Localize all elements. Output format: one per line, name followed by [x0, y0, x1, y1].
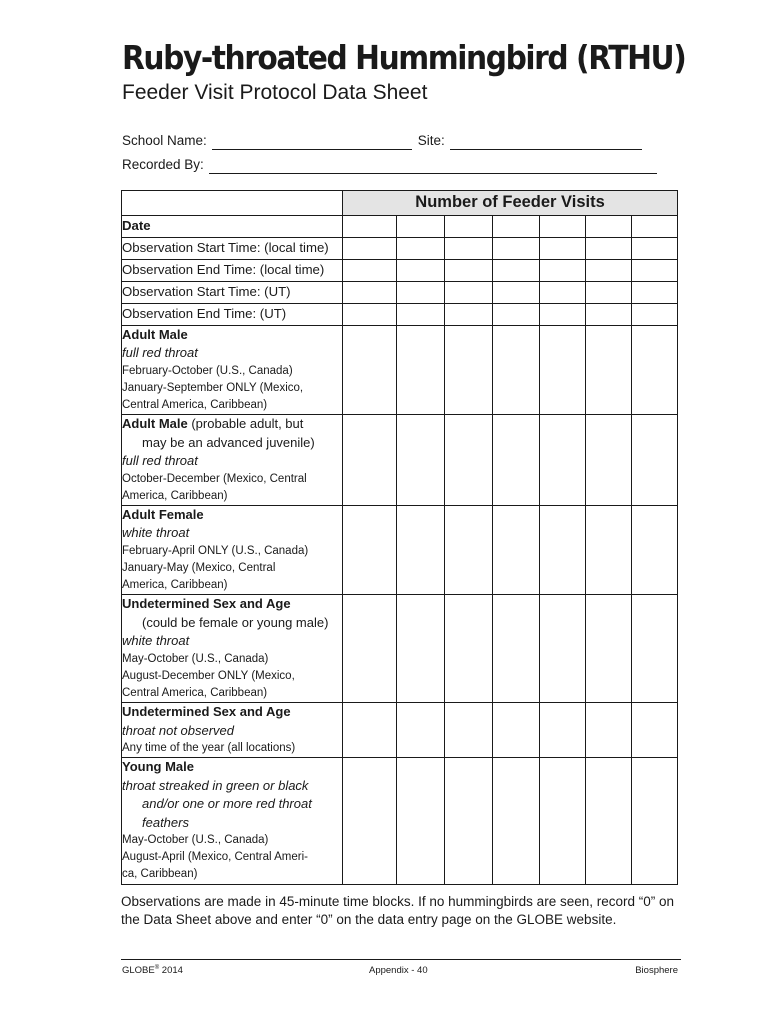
entry-cell[interactable] [540, 216, 586, 238]
category-range: February-April ONLY (U.S., Canada) [122, 544, 309, 557]
category-title-line [122, 415, 342, 433]
entry-cell[interactable] [586, 595, 632, 703]
entry-cell[interactable] [397, 326, 445, 415]
data-sheet-table [121, 190, 678, 885]
table-row [122, 260, 678, 282]
entry-cell[interactable] [586, 238, 632, 260]
category-range: February-October (U.S., Canada) [122, 364, 293, 377]
entry-cell[interactable] [343, 326, 397, 415]
table-row [122, 326, 678, 415]
row-label-young-male [122, 758, 343, 884]
row-label-start-ut: Observation Start Time: (UT) [122, 282, 343, 304]
entry-cell[interactable] [397, 758, 445, 884]
entry-cell[interactable] [493, 758, 540, 884]
row-label-undetermined-unobserved [122, 703, 343, 758]
category-description: full red throat [122, 453, 198, 469]
entry-cell[interactable] [632, 703, 678, 758]
category-range: October-December (Mexico, Central [122, 472, 307, 485]
entry-cell[interactable] [493, 506, 540, 595]
table-row [122, 304, 678, 326]
entry-cell[interactable] [586, 260, 632, 282]
category-range: ca, Caribbean) [122, 868, 198, 881]
table-row [122, 506, 678, 595]
category-range: August-April (Mexico, Central Ameri- [122, 851, 308, 864]
entry-cell[interactable] [586, 506, 632, 595]
category-title-line2: may be an advanced juvenile) [142, 434, 315, 450]
entry-cell[interactable] [493, 703, 540, 758]
entry-cell[interactable] [343, 506, 397, 595]
entry-cell[interactable] [343, 238, 397, 260]
entry-cell[interactable] [493, 415, 540, 506]
header-row [122, 191, 678, 216]
footer-divider [121, 959, 681, 960]
entry-cell[interactable] [445, 506, 493, 595]
entry-cell[interactable] [397, 238, 445, 260]
entry-cell[interactable] [632, 238, 678, 260]
category-title: Adult Female [122, 507, 204, 523]
page-title: Ruby-throated Hummingbird (RTHU) [122, 38, 686, 77]
category-range: Central America, Caribbean) [122, 399, 268, 412]
recorded-by-line [122, 156, 657, 174]
entry-cell[interactable] [540, 326, 586, 415]
entry-cell[interactable] [397, 260, 445, 282]
category-range: August-December ONLY (Mexico, [122, 669, 295, 682]
entry-cell[interactable] [586, 326, 632, 415]
entry-cell[interactable] [540, 595, 586, 703]
entry-cell[interactable] [397, 703, 445, 758]
table-row [122, 415, 678, 506]
school-site-line [122, 132, 642, 150]
category-description: white throat [122, 525, 190, 541]
table-row [122, 703, 678, 758]
entry-cell[interactable] [632, 216, 678, 238]
table-row [122, 595, 678, 703]
entry-cell[interactable] [397, 216, 445, 238]
row-label-start-local: Observation Start Time: (local time) [122, 238, 343, 260]
footer-page-number: Appendix - 40 [369, 965, 428, 976]
category-description: full red throat [122, 345, 198, 361]
recorded-by-field[interactable] [209, 160, 657, 174]
category-range: Any time of the year (all locations) [122, 742, 296, 755]
entry-cell[interactable] [632, 260, 678, 282]
entry-cell[interactable] [493, 304, 540, 326]
entry-cell[interactable] [586, 216, 632, 238]
entry-cell[interactable] [586, 282, 632, 304]
entry-cell[interactable] [586, 304, 632, 326]
entry-cell[interactable] [493, 238, 540, 260]
category-title: Young Male [122, 759, 194, 775]
category-title: Undetermined Sex and Age [122, 704, 291, 720]
table-row [122, 758, 678, 884]
row-label-adult-female [122, 506, 343, 595]
entry-cell[interactable] [445, 304, 493, 326]
footer-year: 2014 [159, 965, 183, 976]
category-description: throat streaked in green or black [122, 777, 309, 793]
footer-brand: GLOBE [122, 965, 155, 976]
category-title-line2: (could be female or young male) [142, 614, 329, 630]
entry-cell[interactable] [540, 758, 586, 884]
entry-cell[interactable] [445, 758, 493, 884]
category-range: May-October (U.S., Canada) [122, 833, 269, 846]
entry-cell[interactable] [397, 415, 445, 506]
entry-cell[interactable] [397, 506, 445, 595]
category-description: throat not observed [122, 722, 235, 738]
entry-cell[interactable] [445, 595, 493, 703]
table-row [122, 282, 678, 304]
entry-cell[interactable] [493, 282, 540, 304]
category-range: America, Caribbean) [122, 489, 228, 502]
row-label-adult-male-probable [122, 415, 343, 506]
entry-cell[interactable] [493, 216, 540, 238]
entry-cell[interactable] [586, 703, 632, 758]
table-row [122, 216, 678, 238]
category-range: America, Caribbean) [122, 579, 228, 592]
entry-cell[interactable] [540, 282, 586, 304]
feeder-visits-header: Number of Feeder Visits [343, 191, 678, 216]
row-label-end-ut: Observation End Time: (UT) [122, 304, 343, 326]
entry-cell[interactable] [493, 595, 540, 703]
entry-cell[interactable] [540, 415, 586, 506]
entry-cell[interactable] [397, 282, 445, 304]
entry-cell[interactable] [632, 595, 678, 703]
category-range: May-October (U.S., Canada) [122, 652, 269, 665]
entry-cell[interactable] [343, 595, 397, 703]
entry-cell[interactable] [445, 703, 493, 758]
entry-cell[interactable] [343, 703, 397, 758]
footer-section: Biosphere [635, 965, 678, 976]
entry-cell[interactable] [445, 238, 493, 260]
registered-mark: ® [154, 964, 160, 971]
category-range: Central America, Caribbean) [122, 687, 268, 700]
entry-cell[interactable] [632, 758, 678, 884]
entry-cell[interactable] [493, 260, 540, 282]
category-description: and/or one or more red throat [142, 796, 312, 812]
entry-cell[interactable] [540, 304, 586, 326]
footer-left [122, 965, 183, 977]
entry-cell[interactable] [343, 282, 397, 304]
category-title: Adult Male [122, 416, 188, 432]
entry-cell[interactable] [632, 304, 678, 326]
school-name-field[interactable] [212, 136, 412, 150]
entry-cell[interactable] [343, 415, 397, 506]
category-description: feathers [142, 814, 189, 830]
entry-cell[interactable] [343, 304, 397, 326]
instructions-note: Observations are made in 45-minute time blocks. If no hummingbirds are seen, record “0” on the Data Sheet above and enter “0” on the data entry page on the GLOBE website. [121, 894, 675, 927]
row-label-adult-male [122, 326, 343, 415]
header-blank-cell [122, 191, 343, 216]
recorded-by-label: Recorded By: [122, 157, 204, 172]
row-label-date: Date [122, 216, 343, 238]
category-range: January-September ONLY (Mexico, [122, 382, 304, 395]
category-title: Adult Male [122, 327, 188, 342]
category-title: Undetermined Sex and Age [122, 596, 291, 612]
entry-cell[interactable] [445, 260, 493, 282]
entry-cell[interactable] [586, 758, 632, 884]
site-label: Site: [417, 133, 445, 148]
entry-cell[interactable] [540, 506, 586, 595]
category-range: January-May (Mexico, Central [122, 562, 276, 575]
entry-cell[interactable] [343, 216, 397, 238]
entry-cell[interactable] [445, 216, 493, 238]
row-label-end-local: Observation End Time: (local time) [122, 260, 343, 282]
entry-cell[interactable] [632, 326, 678, 415]
entry-cell[interactable] [445, 282, 493, 304]
entry-cell[interactable] [343, 260, 397, 282]
entry-cell[interactable] [540, 703, 586, 758]
school-name-label: School Name: [122, 133, 207, 148]
entry-cell[interactable] [445, 415, 493, 506]
page-subtitle: Feeder Visit Protocol Data Sheet [122, 81, 428, 104]
entry-cell[interactable] [540, 238, 586, 260]
category-description: white throat [122, 633, 190, 649]
entry-cell[interactable] [343, 758, 397, 884]
entry-cell[interactable] [540, 260, 586, 282]
entry-cell[interactable] [632, 282, 678, 304]
entry-cell[interactable] [397, 595, 445, 703]
table-row [122, 238, 678, 260]
entry-cell[interactable] [445, 326, 493, 415]
entry-cell[interactable] [397, 304, 445, 326]
entry-cell[interactable] [632, 506, 678, 595]
entry-cell[interactable] [586, 415, 632, 506]
entry-cell[interactable] [632, 415, 678, 506]
entry-cell[interactable] [493, 326, 540, 415]
row-label-undetermined-white [122, 595, 343, 703]
site-field[interactable] [450, 136, 642, 150]
category-title-rest: (probable adult, but [187, 416, 304, 432]
